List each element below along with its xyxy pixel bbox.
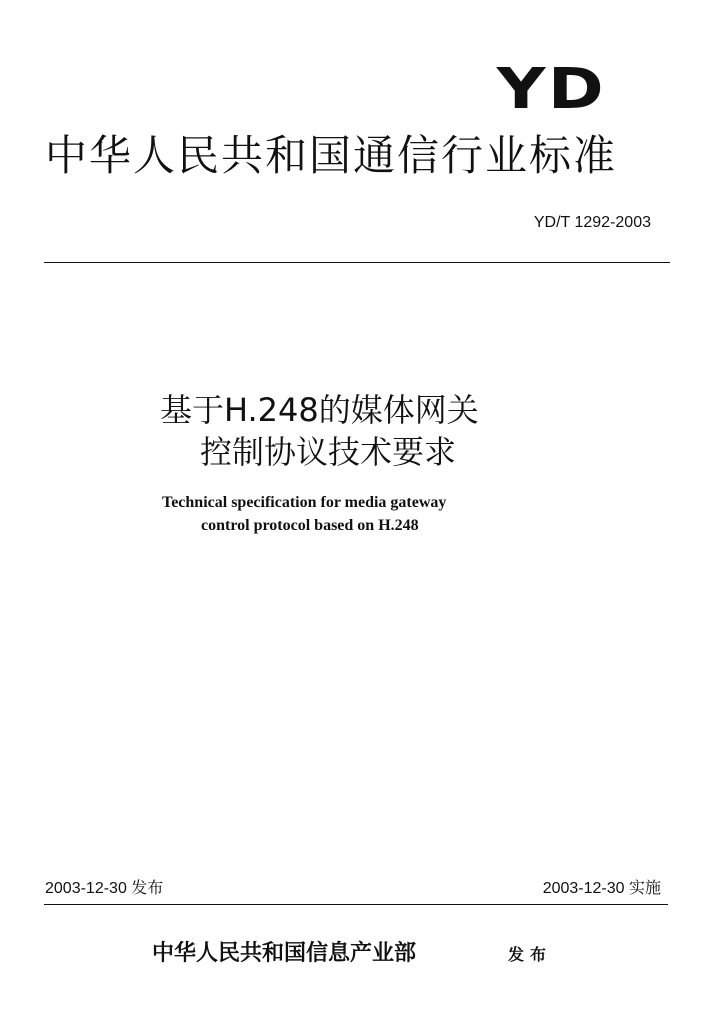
standard-category: 中华人民共和国通信行业标准 bbox=[45, 131, 618, 180]
publisher-name: 中华人民共和国信息产业部 bbox=[152, 941, 417, 966]
bottom-divider bbox=[44, 904, 668, 905]
top-divider bbox=[44, 262, 670, 263]
title-chinese-line-2: 控制协议技术要求 bbox=[200, 433, 457, 471]
title-english-line-1: Technical specification for media gateway bbox=[162, 494, 447, 511]
title-english-line-2: control protocol based on H.248 bbox=[201, 517, 419, 534]
standard-number: YD/T 1292-2003 bbox=[533, 214, 651, 231]
yd-logo: YD bbox=[496, 57, 606, 122]
issue-date: 2003-12-30 发布 bbox=[45, 880, 164, 897]
implementation-date: 2003-12-30 实施 bbox=[542, 880, 661, 897]
publish-label: 发布 bbox=[508, 945, 553, 964]
title-chinese-line-1: 基于H.248的媒体网关 bbox=[160, 391, 479, 429]
